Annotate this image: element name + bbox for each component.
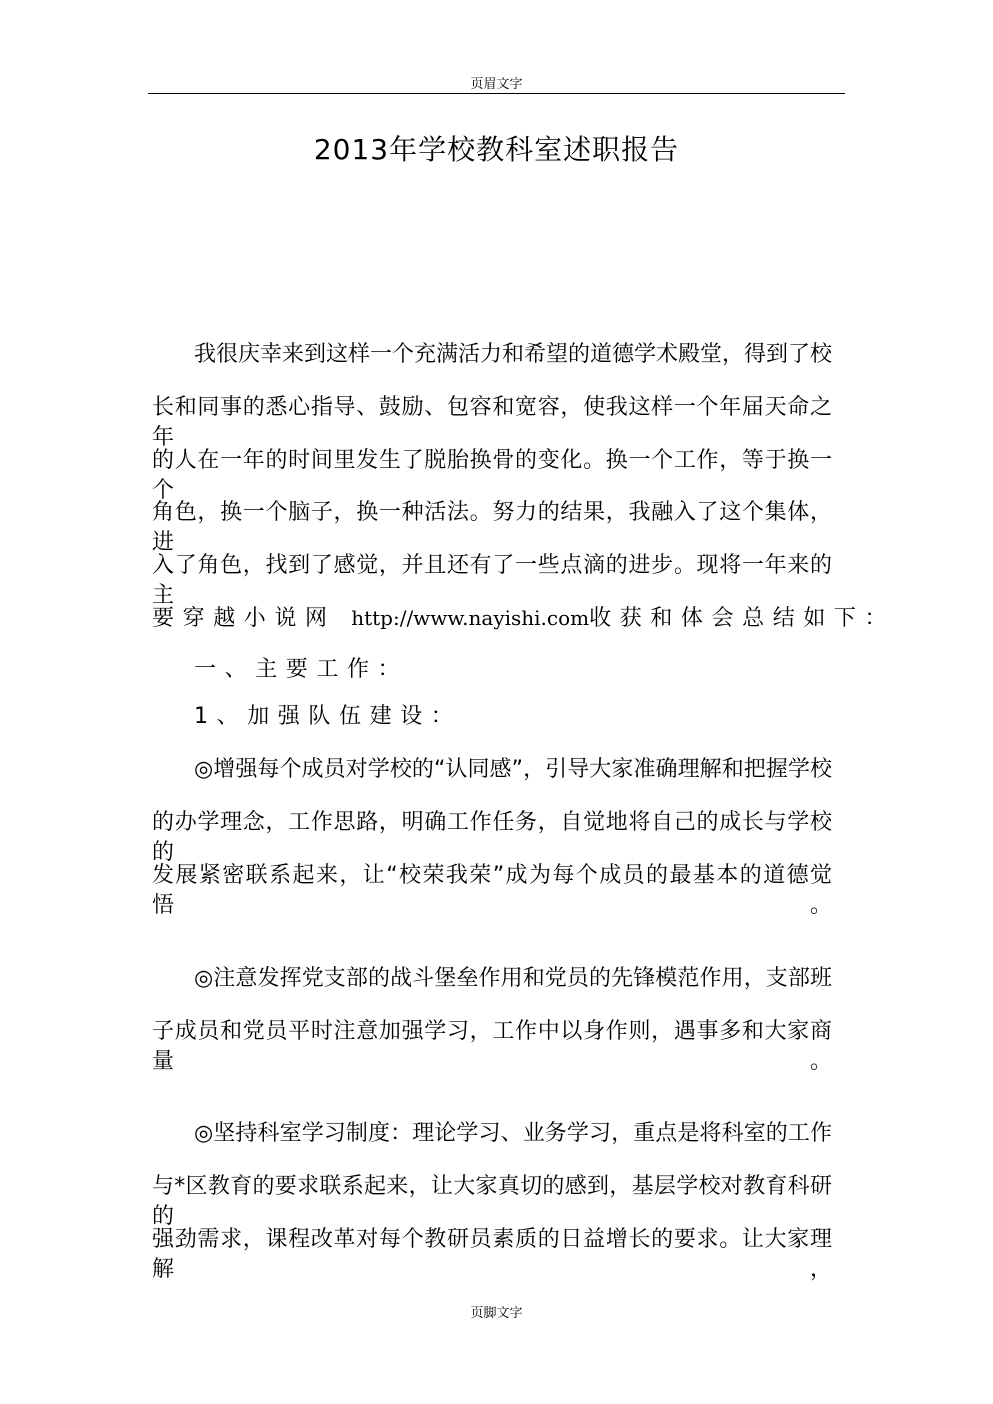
paragraph-line: 的办学理念，工作思路，明确工作任务，自觉地将自己的成长与学校的 [152,810,832,865]
url-link[interactable]: http://www.nayishi.com [351,606,590,630]
header-divider [148,93,845,94]
paragraph-line: 我很庆幸来到这样一个充满活力和希望的道德学术殿堂，得到了校 [194,342,833,367]
paragraph-line: ◎坚持科室学习制度：理论学习、业务学习，重点是将科室的工作 [194,1121,832,1146]
paragraph-line: 角色，换一个脑子，换一种活法。努力的结果，我融入了这个集体，进 [152,500,832,555]
document-title: 2013年学校教科室述职报告 [313,133,680,166]
page-footer: 页脚文字 [470,1306,523,1321]
page-header: 页眉文字 [470,77,523,92]
paragraph-line: 长和同事的悉心指导、鼓励、包容和宽容，使我这样一个年届天命之年 [152,395,832,450]
paragraph-line [152,603,896,634]
paragraph-line: 的人在一年的时间里发生了脱胎换骨的变化。换一个工作，等于换一个 [152,448,832,503]
paragraph-line: 入了角色，找到了感觉，并且还有了一些点滴的进步。现将一年来的主 [152,553,832,608]
paragraph-line: ◎注意发挥党支部的战斗堡垒作用和党员的先锋模范作用，支部班 [194,966,832,991]
line-text: 要穿越小说网 [152,606,336,631]
section-heading: 一、主要工作： [194,657,409,682]
paragraph-line: 强劲需求，课程改革对每个教研员素质的日益增长的要求。让大家理解， [152,1227,832,1282]
line-text: 收获和体会总结如下： [589,606,896,631]
paragraph-line: 与*区教育的要求联系起来，让大家真切的感到，基层学校对教育科研的 [152,1174,832,1229]
paragraph-line: 子成员和党员平时注意加强学习，工作中以身作则，遇事多和大家商量。 [152,1019,832,1074]
paragraph-line: ◎增强每个成员对学校的“认同感”，引导大家准确理解和把握学校 [194,757,832,782]
subsection-heading: 1、加强队伍建设： [194,704,462,729]
paragraph-line: 发展紧密联系起来，让“校荣我荣”成为每个成员的最基本的道德觉悟。 [152,863,832,918]
